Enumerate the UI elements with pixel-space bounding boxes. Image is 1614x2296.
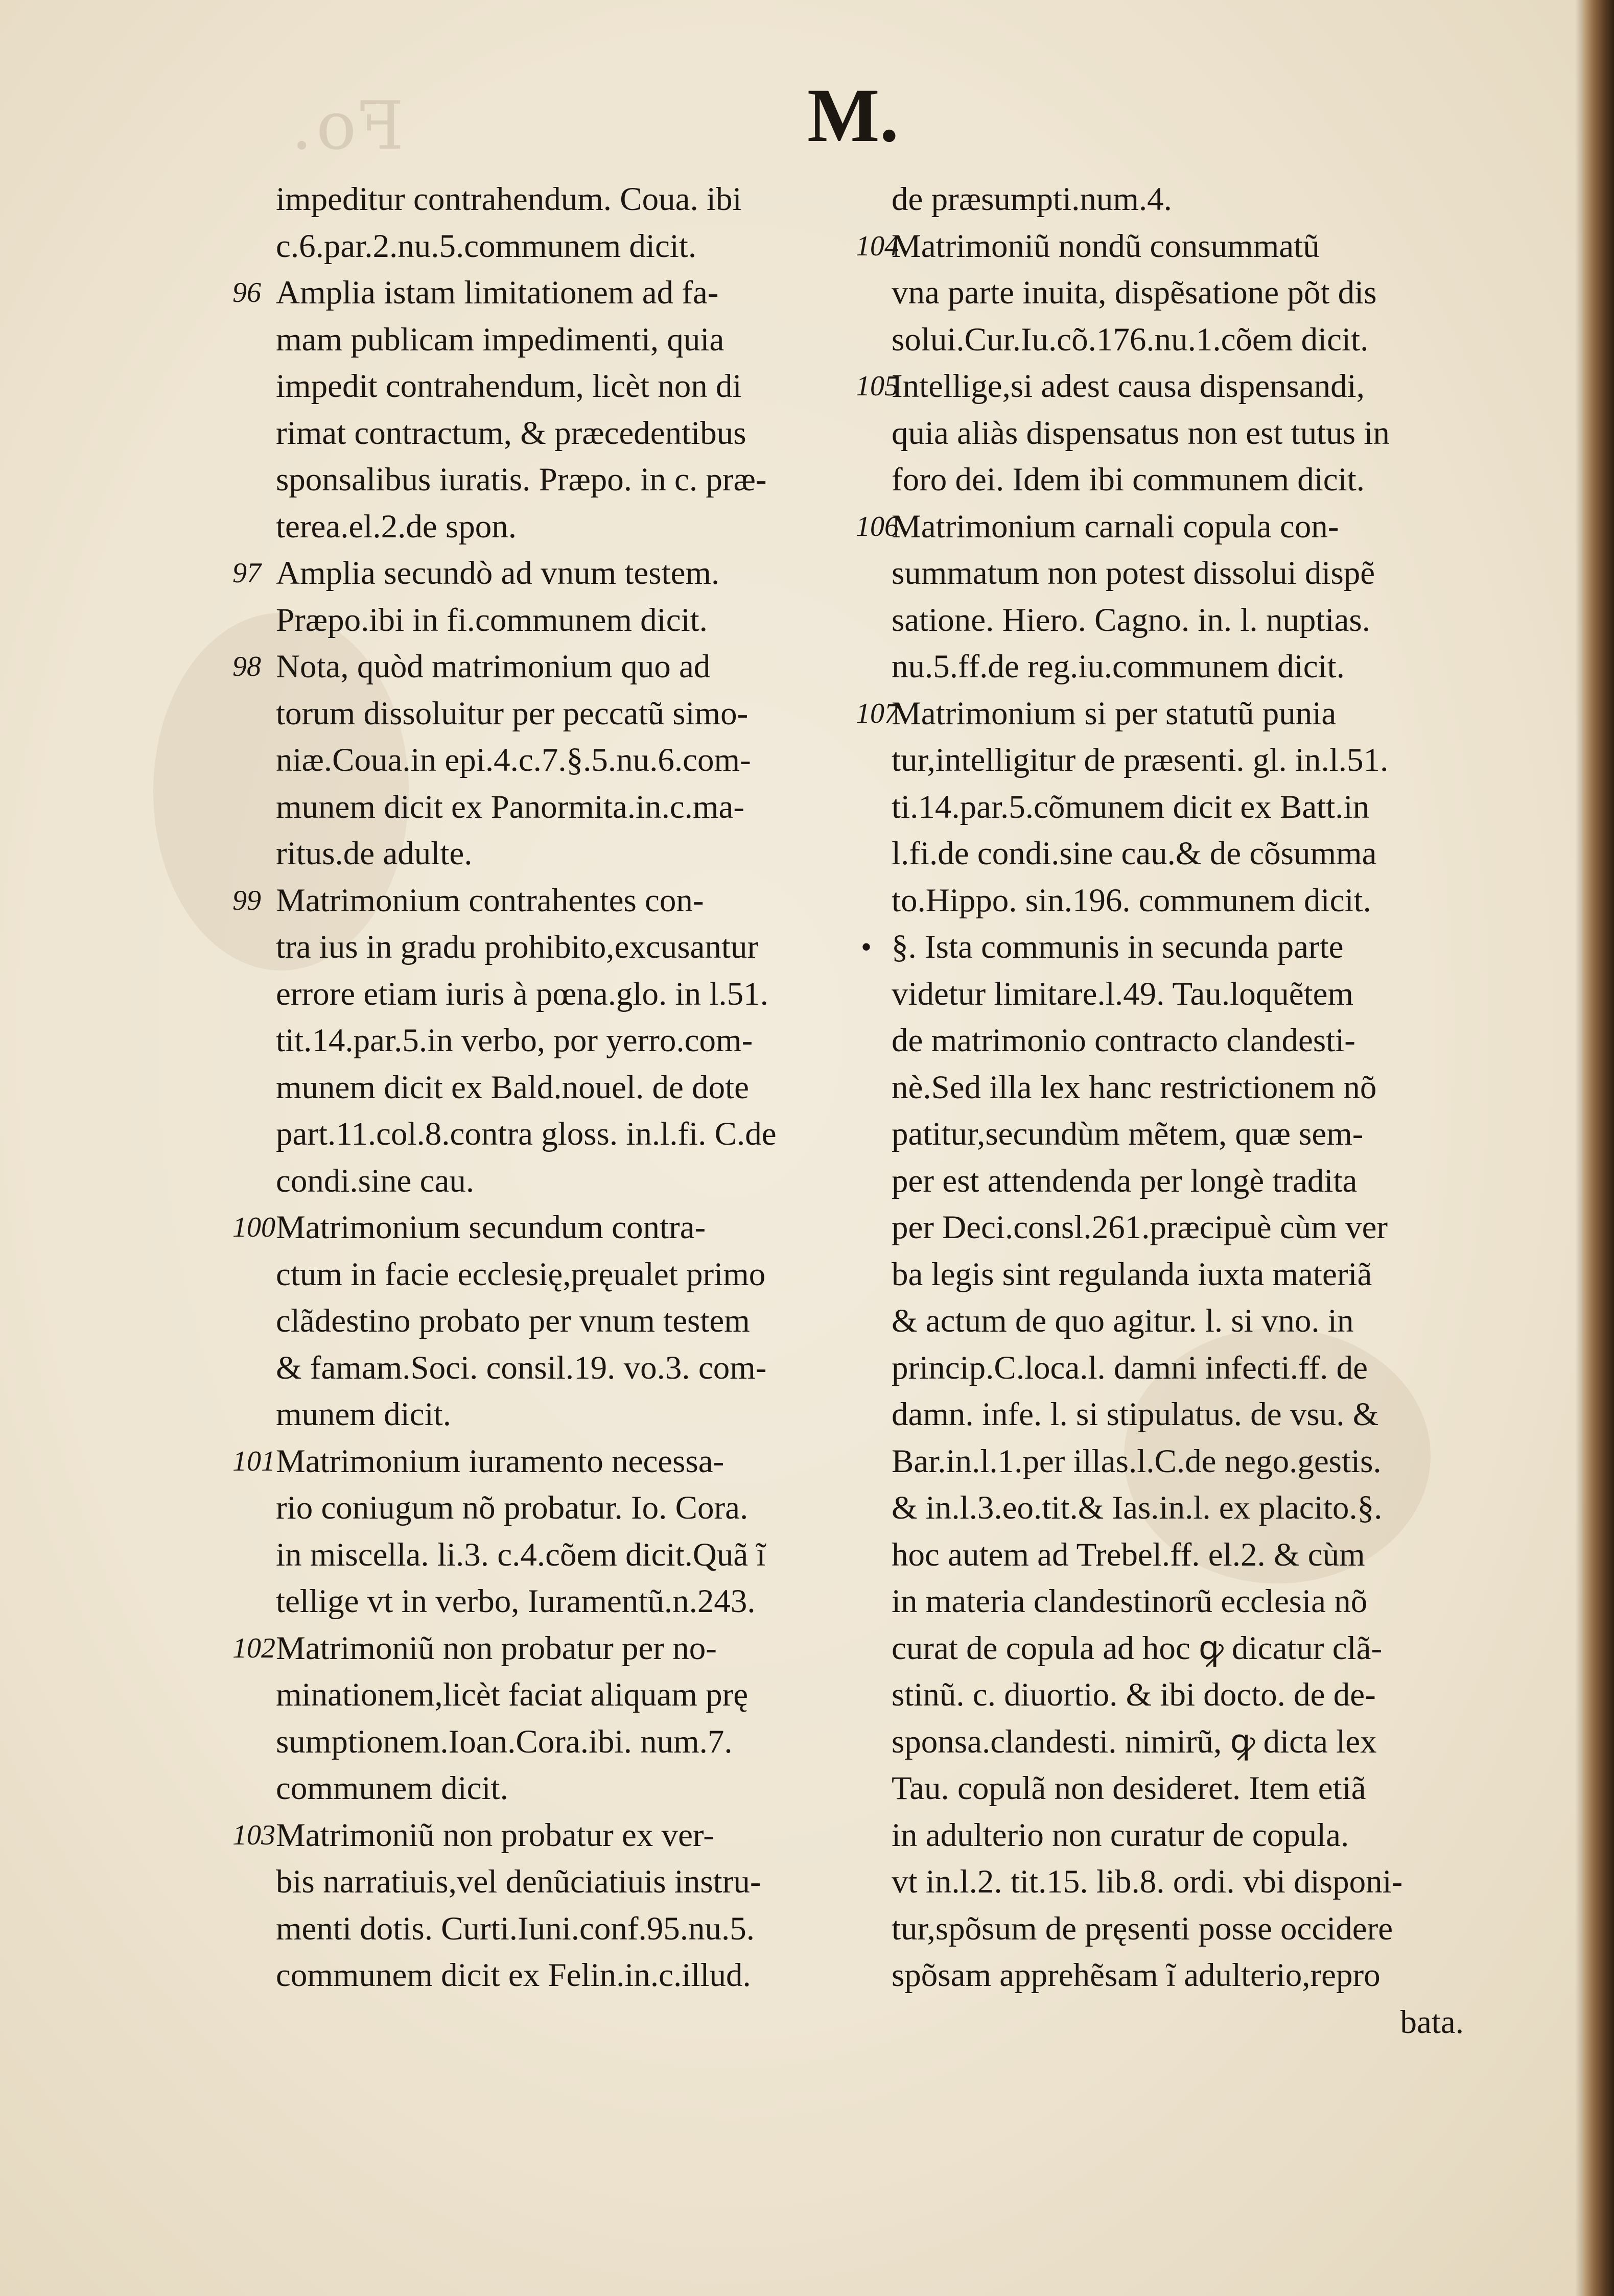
text-line (892, 1251, 1464, 1298)
text-line (892, 1485, 1464, 1532)
entry-number: 99 (232, 884, 261, 916)
line-text: princip.C.loca.l. damni infecti.ff. de (892, 1349, 1368, 1386)
line-text: sponsalibus iuratis. Præpo. in c. præ- (276, 461, 767, 498)
line-text: tur,intelligitur de præsenti. gl. in.l.51. (892, 742, 1389, 778)
line-text: terea.el.2.de spon. (276, 508, 517, 545)
line-text: tellige vt in verbo, Iuramentũ.n.243. (276, 1583, 756, 1620)
line-text: to.Hippo. sin.196. communem dicit. (892, 882, 1371, 919)
text-line (276, 1017, 838, 1064)
text-line (892, 1391, 1464, 1438)
text-line (892, 1532, 1464, 1579)
line-text: mam publicam impedimenti, quia (276, 321, 724, 358)
text-line (276, 1111, 838, 1158)
text-line (856, 363, 1464, 410)
line-text: bata. (1400, 2003, 1464, 2041)
entry-number: 98 (232, 651, 261, 682)
text-line (892, 1672, 1464, 1719)
text-line (276, 924, 838, 971)
line-text: videtur limitare.l.49. Tau.loquẽtem (892, 975, 1354, 1012)
line-text: de matrimonio contracto clandesti- (892, 1022, 1355, 1059)
line-text: Matrimonium si per statutũ punia (892, 695, 1337, 732)
line-text: communem dicit. (276, 1770, 508, 1807)
line-text: Nota, quòd matrimonium quo ad (276, 648, 711, 685)
line-text: Matrimoniũ non probatur ex ver- (276, 1816, 714, 1854)
text-line (276, 1906, 838, 1953)
line-text: Amplia istam limitationem ad fa- (276, 274, 719, 311)
line-text: communem dicit ex Felin.in.c.illud. (276, 1957, 751, 1994)
line-text: Tau. copulã non desideret. Item etiã (892, 1770, 1366, 1807)
line-text: per est attendenda per longè tradita (892, 1162, 1358, 1199)
text-line (892, 457, 1464, 504)
text-line (892, 1158, 1464, 1205)
text-line (892, 1064, 1464, 1111)
text-line (856, 504, 1464, 551)
text-line (276, 176, 838, 223)
text-line (276, 784, 838, 831)
line-text: vna parte inuita, dispẽsatione põt dis (892, 274, 1377, 311)
text-line (276, 971, 838, 1018)
line-text: stinũ. c. diuortio. & ibi docto. de de- (892, 1676, 1376, 1713)
line-text: impedit contrahendum, licèt non di (276, 368, 742, 405)
line-text: nè.Sed illa lex hanc restrictionem nõ (892, 1069, 1377, 1106)
entry-number: 101 (232, 1445, 275, 1477)
text-line (276, 317, 838, 364)
text-line (276, 831, 838, 878)
text-line (892, 1765, 1464, 1812)
text-line (892, 1438, 1464, 1485)
line-text: bis narratiuis,vel denũciatiuis instru- (276, 1863, 761, 1900)
text-line (892, 784, 1464, 831)
text-line (276, 1485, 838, 1532)
line-text: quia aliàs dispensatus non est tutus in (892, 414, 1390, 452)
line-text: damn. infe. l. si stipulatus. de vsu. & (892, 1396, 1379, 1433)
text-line (892, 550, 1464, 597)
paragraph-marker: • (861, 930, 872, 964)
line-text: clãdestino probato per vnum testem (276, 1303, 750, 1339)
line-text: Præpo.ibi in fi.communem dicit. (276, 601, 708, 638)
text-line (892, 176, 1464, 223)
text-line (276, 1345, 838, 1392)
line-text: ctum in facie ecclesię,pręualet primo (276, 1256, 766, 1293)
text-line (892, 1952, 1464, 1999)
text-line (892, 410, 1464, 457)
line-text: spõsam apprehẽsam ĩ adulterio,repro (892, 1957, 1381, 1994)
text-line (276, 1064, 838, 1111)
text-line (856, 691, 1464, 738)
line-text: nu.5.ff.de reg.iu.communem dicit. (892, 648, 1345, 685)
line-text: Matrimonium contrahentes con- (276, 882, 704, 919)
line-text: vt in.l.2. tit.15. lib.8. ordi. vbi disponi- (892, 1863, 1403, 1900)
text-line (892, 1111, 1464, 1158)
entry-number: 104 (856, 230, 899, 262)
text-line (232, 1625, 838, 1672)
line-text: tra ius in gradu prohibito,excusantur (276, 929, 759, 965)
bleed-through-text: Fo. (286, 87, 404, 164)
text-line (276, 1859, 838, 1906)
text-line (892, 1906, 1464, 1953)
binding-edge (1582, 0, 1614, 2296)
line-text: part.11.col.8.contra gloss. in.l.fi. C.de (276, 1116, 777, 1152)
right-column (856, 176, 1464, 2046)
line-text: & famam.Soci. consil.19. vo.3. com- (276, 1349, 767, 1386)
line-text: Amplia secundò ad vnum testem. (276, 555, 720, 591)
line-text: l.fi.de condi.sine cau.& de cõsumma (892, 835, 1377, 872)
line-text: rimat contractum, & præcedentibus (276, 414, 746, 452)
line-text: munem dicit ex Bald.nouel. de dote (276, 1069, 750, 1106)
text-line (892, 971, 1464, 1018)
text-line (892, 737, 1464, 784)
line-text: & in.l.3.eo.tit.& Ias.in.l. ex placito.§. (892, 1489, 1383, 1526)
line-text: de præsumpti.num.4. (892, 181, 1172, 218)
text-line (276, 1952, 838, 1999)
line-text: in materia clandestinorũ ecclesia nõ (892, 1583, 1368, 1620)
line-text: Matrimoniũ non probatur per no- (276, 1629, 717, 1667)
line-text: sumptionem.Ioan.Cora.ibi. num.7. (276, 1723, 733, 1760)
line-text: solui.Cur.Iu.cõ.176.nu.1.cõem dicit. (892, 321, 1369, 358)
line-text: errore etiam iuris à pœna.glo. in l.51. (276, 975, 768, 1012)
text-line (276, 1672, 838, 1719)
text-line (892, 270, 1464, 317)
text-line (232, 1204, 838, 1251)
text-line (276, 504, 838, 551)
left-column (232, 176, 838, 1999)
entry-number: 103 (232, 1819, 275, 1851)
line-text: Matrimonium secundum contra- (276, 1209, 706, 1246)
text-line (276, 363, 838, 410)
text-line (892, 597, 1464, 644)
line-text: in adulterio non curatur de copula. (892, 1816, 1349, 1854)
line-text: in miscella. li.3. c.4.cõem dicit.Quã ĩ (276, 1536, 766, 1573)
text-line (232, 1438, 838, 1485)
line-text: Bar.in.l.1.per illas.l.C.de nego.gestis. (892, 1442, 1382, 1480)
line-text: Matrimonium carnali copula con- (892, 508, 1339, 545)
line-text: ti.14.par.5.cõmunem dicit ex Batt.in (892, 788, 1370, 825)
text-line (232, 1812, 838, 1859)
line-text: impeditur contrahendum. Coua. ibi (276, 181, 742, 218)
text-line (276, 1578, 838, 1625)
line-text: condi.sine cau. (276, 1162, 475, 1199)
line-text: ritus.de adulte. (276, 835, 473, 872)
line-text: munem dicit. (276, 1396, 451, 1433)
text-line (892, 1298, 1464, 1345)
text-line (892, 878, 1464, 925)
line-text: Matrimonium iuramento necessa- (276, 1442, 724, 1480)
text-line (276, 223, 838, 270)
text-line (861, 924, 1464, 971)
line-text: sponsa.clandesti. nimirũ, ꝙ dicta lex (892, 1723, 1377, 1760)
text-line (892, 1999, 1464, 2046)
line-text: foro dei. Idem ibi communem dicit. (892, 461, 1365, 498)
entry-number: 102 (232, 1632, 275, 1664)
text-line (232, 878, 838, 925)
text-line (232, 270, 838, 317)
text-line (276, 1251, 838, 1298)
line-text: c.6.par.2.nu.5.communem dicit. (276, 227, 697, 265)
text-line (232, 644, 838, 691)
entry-number: 96 (232, 277, 261, 309)
text-line (276, 737, 838, 784)
line-text: niæ.Coua.in epi.4.c.7.§.5.nu.6.com- (276, 742, 751, 778)
line-text: Intellige,si adest causa dispensandi, (892, 368, 1365, 405)
line-text: §. Ista communis in secunda parte (892, 929, 1344, 965)
text-line (276, 457, 838, 504)
line-text: ba legis sint regulanda iuxta materiã (892, 1256, 1372, 1293)
text-line (276, 691, 838, 738)
text-line (276, 1298, 838, 1345)
text-line (276, 1158, 838, 1205)
line-text: tur,spõsum de pręsenti posse occidere (892, 1910, 1393, 1947)
text-line (892, 1719, 1464, 1766)
entry-number: 100 (232, 1212, 275, 1243)
text-line (276, 597, 838, 644)
line-text: & actum de quo agitur. l. si vno. in (892, 1303, 1354, 1339)
text-line (276, 1391, 838, 1438)
text-line (276, 1719, 838, 1766)
line-text: satione. Hiero. Cagno. in. l. nuptias. (892, 601, 1370, 638)
signature-mark: M. (807, 73, 899, 158)
text-line (892, 1204, 1464, 1251)
line-text: hoc autem ad Trebel.ff. el.2. & cùm (892, 1536, 1365, 1573)
entry-number: 105 (856, 370, 899, 402)
line-text: torum dissoluitur per peccatũ simo- (276, 695, 748, 732)
entry-number: 107 (856, 697, 899, 729)
line-text: Matrimoniũ nondũ consummatũ (892, 227, 1320, 265)
line-text: patitur,secundùm mẽtem, quæ sem- (892, 1116, 1364, 1152)
text-line (892, 1345, 1464, 1392)
line-text: menti dotis. Curti.Iuni.conf.95.nu.5. (276, 1910, 755, 1947)
text-line (892, 1812, 1464, 1859)
entry-number: 106 (856, 510, 899, 542)
line-text: minationem,licèt faciat aliquam prę (276, 1676, 748, 1713)
text-line (856, 223, 1464, 270)
entry-number: 97 (232, 557, 261, 589)
line-text: summatum non potest dissolui dispẽ (892, 555, 1375, 591)
text-line (232, 550, 838, 597)
line-text: per Deci.consl.261.præcipuè cùm ver (892, 1209, 1388, 1246)
text-line (892, 644, 1464, 691)
text-line (892, 317, 1464, 364)
line-text: tit.14.par.5.in verbo, por yerro.com- (276, 1022, 753, 1059)
text-line (276, 1765, 838, 1812)
text-line (892, 1017, 1464, 1064)
text-line (892, 1625, 1464, 1672)
text-line (892, 1578, 1464, 1625)
text-line (892, 1859, 1464, 1906)
text-line (276, 1532, 838, 1579)
line-text: rio coniugum nõ probatur. Io. Cora. (276, 1489, 748, 1526)
text-line (892, 831, 1464, 878)
text-line (276, 410, 838, 457)
line-text: munem dicit ex Panormita.in.c.ma- (276, 788, 744, 825)
line-text: curat de copula ad hoc ꝙ dicatur clã- (892, 1629, 1383, 1667)
